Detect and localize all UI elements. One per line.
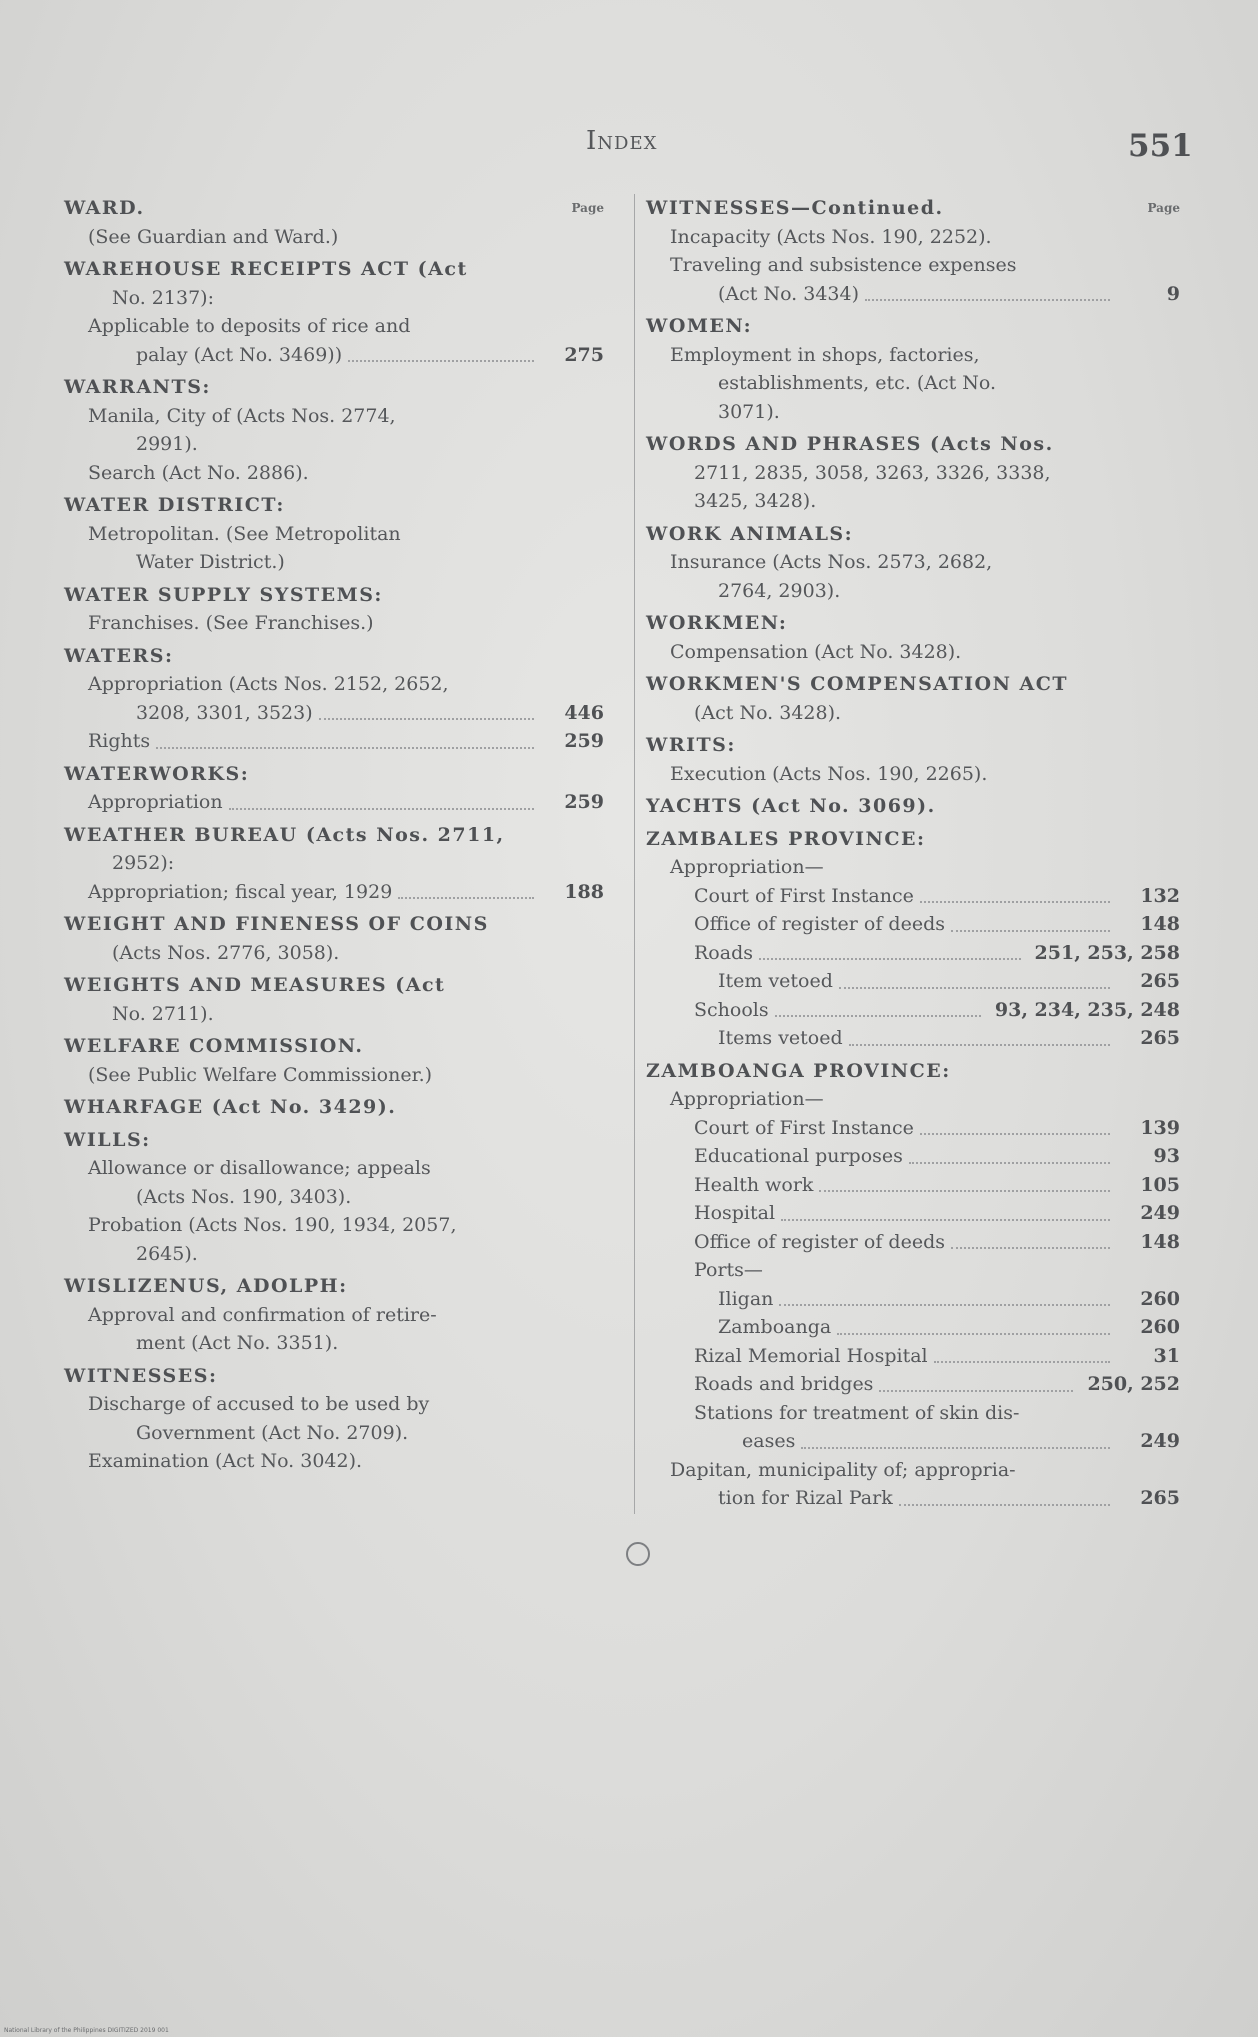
index-entry bbox=[646, 1024, 1180, 1053]
entry-text: No. 2711). bbox=[112, 1002, 214, 1025]
index-entry bbox=[64, 459, 604, 488]
index-heading bbox=[646, 1057, 1180, 1086]
entry-text: Appropriation bbox=[88, 791, 223, 813]
page-reference: 265 bbox=[1140, 1487, 1180, 1509]
page-reference: 249 bbox=[1140, 1430, 1180, 1452]
entry-text: WOMEN: bbox=[646, 315, 753, 337]
entry-text: Iligan bbox=[718, 1287, 774, 1310]
index-entry bbox=[64, 1447, 604, 1476]
index-entry bbox=[646, 1370, 1180, 1399]
dot-leader bbox=[819, 1190, 1110, 1192]
entry-text: WAREHOUSE RECEIPTS ACT (Act bbox=[64, 258, 468, 280]
page-reference: 139 bbox=[1140, 1116, 1180, 1139]
entry-text: Office of register of deeds bbox=[694, 1230, 945, 1253]
page-reference: 249 bbox=[1140, 1202, 1180, 1224]
dot-leader bbox=[951, 930, 1110, 932]
entry-text: Stations for treatment of skin dis- bbox=[694, 1401, 1020, 1424]
index-heading bbox=[64, 760, 604, 789]
dot-leader bbox=[909, 1162, 1110, 1164]
dot-leader bbox=[759, 958, 1021, 960]
entry-text: ZAMBOANGA PROVINCE: bbox=[646, 1059, 951, 1082]
entry-text: 2711, 2835, 3058, 3263, 3326, 3338, bbox=[694, 461, 1051, 484]
entry-text: (See Public Welfare Commissioner.) bbox=[88, 1063, 433, 1086]
dot-leader bbox=[920, 901, 1110, 903]
index-entry bbox=[646, 1484, 1180, 1513]
entry-text: WISLIZENUS, ADOLPH: bbox=[64, 1275, 348, 1297]
index-entry bbox=[646, 251, 1180, 280]
index-entry bbox=[646, 699, 1180, 728]
column-divider bbox=[634, 194, 635, 1514]
index-entry bbox=[646, 1199, 1180, 1228]
entry-text: Allowance or disallowance; appeals bbox=[88, 1157, 431, 1179]
entry-text: Insurance (Acts Nos. 2573, 2682, bbox=[670, 551, 993, 573]
page-number: 551 bbox=[1128, 128, 1193, 164]
index-heading bbox=[64, 491, 604, 520]
index-entry bbox=[64, 1419, 604, 1448]
dot-leader bbox=[837, 1333, 1110, 1335]
index-entry bbox=[646, 369, 1180, 398]
entry-text: WEIGHT AND FINENESS OF COINS bbox=[64, 913, 489, 935]
entry-text: WORKMEN'S COMPENSATION ACT bbox=[646, 673, 1069, 695]
index-entry bbox=[646, 577, 1180, 606]
entry-text: WORKMEN: bbox=[646, 612, 788, 634]
index-entry bbox=[64, 939, 604, 968]
entry-text: (Acts Nos. 2776, 3058). bbox=[112, 941, 340, 964]
entry-text: Dapitan, municipality of; appropria- bbox=[670, 1458, 1016, 1481]
index-entry bbox=[64, 1154, 604, 1183]
index-heading bbox=[646, 312, 1180, 341]
page-reference: 93 bbox=[1153, 1145, 1180, 1167]
index-entry bbox=[646, 882, 1180, 911]
index-entry bbox=[64, 1000, 604, 1029]
entry-text: eases bbox=[742, 1430, 796, 1452]
index-heading bbox=[64, 255, 604, 284]
running-title: Index bbox=[586, 126, 658, 156]
index-heading bbox=[64, 1126, 604, 1155]
page-reference: 93, 234, 235, 248 bbox=[994, 998, 1180, 1021]
dot-leader bbox=[951, 1247, 1110, 1249]
page-reference: 132 bbox=[1140, 884, 1180, 907]
entry-text: Probation (Acts Nos. 190, 1934, 2057, bbox=[88, 1214, 457, 1236]
index-entry bbox=[64, 1301, 604, 1330]
entry-text: (Act No. 3434) bbox=[718, 282, 860, 305]
entry-text: Roads and bridges bbox=[694, 1373, 874, 1395]
entry-text: Item vetoed bbox=[718, 970, 833, 992]
page-reference: 9 bbox=[1166, 282, 1180, 305]
dot-leader bbox=[879, 1390, 1073, 1392]
entry-text: WARRANTS: bbox=[64, 376, 211, 398]
dot-leader bbox=[920, 1133, 1110, 1135]
page-reference: 105 bbox=[1140, 1173, 1180, 1196]
page-reference: 259 bbox=[564, 730, 604, 752]
dot-leader bbox=[156, 747, 534, 749]
index-entry bbox=[646, 939, 1180, 968]
index-entry bbox=[646, 638, 1180, 667]
index-entry bbox=[646, 853, 1180, 882]
entry-text: Employment in shops, factories, bbox=[670, 343, 980, 366]
entry-text: tion for Rizal Park bbox=[718, 1487, 893, 1509]
index-entry bbox=[64, 284, 604, 313]
entry-text: Water District.) bbox=[136, 551, 285, 573]
index-entry bbox=[646, 910, 1180, 939]
index-entry bbox=[646, 398, 1180, 427]
entry-text: WELFARE COMMISSION. bbox=[64, 1035, 364, 1057]
entry-text: establishments, etc. (Act No. bbox=[718, 372, 997, 394]
index-entry bbox=[64, 1061, 604, 1090]
entry-text: (Act No. 3428). bbox=[694, 701, 842, 724]
entry-text: Rizal Memorial Hospital bbox=[694, 1344, 928, 1367]
page-reference: 275 bbox=[564, 343, 604, 366]
entry-text: Roads bbox=[694, 941, 753, 964]
index-entry bbox=[64, 1183, 604, 1212]
dot-leader bbox=[781, 1219, 1110, 1221]
entry-text: Ports— bbox=[694, 1259, 763, 1281]
index-entry bbox=[64, 727, 604, 756]
index-entry bbox=[646, 1228, 1180, 1257]
entry-text: Office of register of deeds bbox=[694, 913, 945, 935]
index-heading bbox=[64, 581, 604, 610]
entry-text: WATER SUPPLY SYSTEMS: bbox=[64, 583, 383, 606]
entry-text: Manila, City of (Acts Nos. 2774, bbox=[88, 404, 396, 427]
page-mark-circle bbox=[626, 1542, 650, 1566]
dot-leader bbox=[319, 718, 534, 720]
dot-leader bbox=[229, 808, 534, 810]
index-entry bbox=[64, 402, 604, 431]
entry-text: Items vetoed bbox=[718, 1027, 843, 1049]
index-heading bbox=[64, 1362, 604, 1391]
entry-text: Applicable to deposits of rice and bbox=[88, 315, 411, 337]
index-heading bbox=[64, 821, 604, 850]
entry-text: WITNESSES—Continued. bbox=[646, 197, 944, 219]
index-entry bbox=[646, 548, 1180, 577]
entry-text: Court of First Instance bbox=[694, 1116, 914, 1139]
entry-text: Educational purposes bbox=[694, 1145, 903, 1167]
entry-text: WATER DISTRICT: bbox=[64, 494, 285, 516]
page-reference: 446 bbox=[564, 701, 604, 724]
index-entry bbox=[64, 1390, 604, 1419]
dot-leader bbox=[839, 987, 1110, 989]
entry-text: 2991). bbox=[136, 433, 198, 455]
entry-text: WARD. bbox=[64, 197, 145, 219]
index-entry bbox=[646, 1342, 1180, 1371]
entry-text: Hospital bbox=[694, 1202, 776, 1224]
entry-text: Schools bbox=[694, 998, 769, 1021]
index-column-right bbox=[646, 190, 1180, 1513]
page-reference: 265 bbox=[1140, 1027, 1180, 1049]
dot-leader bbox=[779, 1304, 1110, 1306]
index-entry bbox=[646, 459, 1180, 488]
index-entry bbox=[64, 223, 604, 252]
entry-text: (See Guardian and Ward.) bbox=[88, 225, 339, 248]
dot-leader bbox=[348, 360, 534, 362]
index-heading bbox=[646, 520, 1180, 549]
index-heading bbox=[646, 609, 1180, 638]
index-entry bbox=[646, 1142, 1180, 1171]
index-entry bbox=[64, 312, 604, 341]
entry-text: ZAMBALES PROVINCE: bbox=[646, 827, 926, 850]
entry-text: Appropriation; fiscal year, 1929 bbox=[88, 880, 393, 903]
entry-text: WORDS AND PHRASES (Acts Nos. bbox=[646, 433, 1054, 455]
index-heading bbox=[64, 642, 604, 671]
page-reference: 148 bbox=[1140, 913, 1180, 935]
entry-text: 3425, 3428). bbox=[694, 490, 817, 512]
index-heading bbox=[646, 430, 1180, 459]
index-heading bbox=[646, 194, 1180, 223]
index-entry bbox=[646, 1085, 1180, 1114]
entry-text: WEIGHTS AND MEASURES (Act bbox=[64, 974, 446, 996]
index-entry bbox=[646, 760, 1180, 789]
entry-text: Compensation (Act No. 3428). bbox=[670, 640, 962, 663]
dot-leader bbox=[934, 1361, 1110, 1363]
entry-text: WRITS: bbox=[646, 734, 736, 756]
index-heading bbox=[64, 1272, 604, 1301]
index-entry bbox=[646, 1313, 1180, 1342]
index-entry bbox=[646, 1285, 1180, 1314]
index-entry bbox=[646, 996, 1180, 1025]
dot-leader bbox=[398, 897, 534, 899]
entry-text: 3071). bbox=[718, 400, 780, 423]
index-entry bbox=[64, 699, 604, 728]
dot-leader bbox=[865, 299, 1110, 301]
entry-text: YACHTS (Act No. 3069). bbox=[646, 795, 936, 817]
index-heading bbox=[64, 373, 604, 402]
entry-text: Metropolitan. (See Metropolitan bbox=[88, 522, 401, 545]
entry-text: WHARFAGE (Act No. 3429). bbox=[64, 1096, 397, 1118]
page-reference: 265 bbox=[1140, 970, 1180, 992]
entry-text: Appropriation— bbox=[670, 1088, 824, 1110]
dot-leader bbox=[801, 1447, 1110, 1449]
index-entry bbox=[646, 487, 1180, 516]
index-heading bbox=[646, 825, 1180, 854]
entry-text: Execution (Acts Nos. 190, 2265). bbox=[670, 762, 988, 785]
page-column-label: Page bbox=[571, 201, 604, 215]
dot-leader bbox=[775, 1015, 981, 1017]
page-reference: 250, 252 bbox=[1087, 1373, 1180, 1395]
entry-text: Rights bbox=[88, 730, 151, 752]
page-reference: 31 bbox=[1153, 1344, 1180, 1367]
entry-text: 2952): bbox=[112, 852, 175, 874]
dot-leader bbox=[849, 1044, 1110, 1046]
entry-text: Examination (Act No. 3042). bbox=[88, 1450, 363, 1472]
index-entry bbox=[646, 967, 1180, 996]
index-entry bbox=[646, 1256, 1180, 1285]
index-entry bbox=[64, 609, 604, 638]
page-reference: 259 bbox=[564, 791, 604, 813]
page-reference: 260 bbox=[1140, 1316, 1180, 1338]
entry-text: Appropriation— bbox=[670, 856, 824, 878]
entry-text: Traveling and subsistence expenses bbox=[670, 254, 1017, 276]
index-heading bbox=[64, 194, 604, 223]
entry-text: Discharge of accused to be used by bbox=[88, 1393, 430, 1415]
entry-text: Zamboanga bbox=[718, 1316, 832, 1338]
index-entry bbox=[64, 1240, 604, 1269]
index-entry bbox=[646, 1399, 1180, 1428]
entry-text: 3208, 3301, 3523) bbox=[136, 701, 313, 724]
index-entry bbox=[646, 1456, 1180, 1485]
page-reference: 148 bbox=[1140, 1230, 1180, 1253]
index-entry bbox=[646, 1114, 1180, 1143]
index-entry bbox=[64, 878, 604, 907]
entry-text: 2645). bbox=[136, 1242, 198, 1265]
index-entry bbox=[64, 1211, 604, 1240]
index-entry bbox=[64, 849, 604, 878]
entry-text: Government (Act No. 2709). bbox=[136, 1421, 409, 1444]
entry-text: Incapacity (Acts Nos. 190, 2252). bbox=[670, 225, 992, 248]
entry-text: ment (Act No. 3351). bbox=[136, 1332, 339, 1354]
entry-text: Search (Act No. 2886). bbox=[88, 461, 309, 484]
index-entry bbox=[646, 280, 1180, 309]
index-heading bbox=[64, 1032, 604, 1061]
index-entry bbox=[64, 788, 604, 817]
index-entry bbox=[646, 1427, 1180, 1456]
entry-text: palay (Act No. 3469)) bbox=[136, 343, 343, 366]
page-reference: 188 bbox=[564, 880, 604, 903]
entry-text: Franchises. (See Franchises.) bbox=[88, 612, 374, 634]
entry-text: Court of First Instance bbox=[694, 884, 914, 907]
index-entry bbox=[64, 1329, 604, 1358]
entry-text: WEATHER BUREAU (Acts Nos. 2711, bbox=[64, 823, 505, 846]
index-entry bbox=[64, 548, 604, 577]
entry-text: 2764, 2903). bbox=[718, 579, 841, 602]
page-reference: 251, 253, 258 bbox=[1034, 941, 1180, 964]
index-entry bbox=[646, 341, 1180, 370]
index-column-left bbox=[64, 190, 604, 1476]
entry-text: WITNESSES: bbox=[64, 1364, 218, 1387]
index-heading bbox=[646, 670, 1180, 699]
index-entry bbox=[646, 1171, 1180, 1200]
index-entry bbox=[64, 430, 604, 459]
entry-text: WILLS: bbox=[64, 1128, 151, 1151]
entry-text: WORK ANIMALS: bbox=[646, 522, 854, 545]
page-column-label: Page bbox=[1147, 201, 1180, 215]
scan-footer: National Library of the Philippines DIGITIZED 2019 001 bbox=[4, 2027, 169, 2034]
entry-text: Appropriation (Acts Nos. 2152, 2652, bbox=[88, 673, 449, 695]
entry-text: No. 2137): bbox=[112, 286, 214, 309]
dot-leader bbox=[899, 1504, 1110, 1506]
index-entry bbox=[64, 670, 604, 699]
index-heading bbox=[64, 971, 604, 1000]
entry-text: Health work bbox=[694, 1173, 814, 1196]
index-entry bbox=[64, 341, 604, 370]
index-heading bbox=[646, 731, 1180, 760]
entry-text: Approval and confirmation of retire- bbox=[88, 1303, 437, 1326]
index-entry bbox=[64, 520, 604, 549]
page-reference: 260 bbox=[1140, 1287, 1180, 1310]
index-entry bbox=[646, 223, 1180, 252]
entry-text: WATERWORKS: bbox=[64, 762, 250, 785]
entry-text: (Acts Nos. 190, 3403). bbox=[136, 1185, 352, 1208]
entry-text: WATERS: bbox=[64, 644, 174, 667]
index-heading bbox=[646, 792, 1180, 821]
index-heading bbox=[64, 1093, 604, 1122]
index-heading bbox=[64, 910, 604, 939]
